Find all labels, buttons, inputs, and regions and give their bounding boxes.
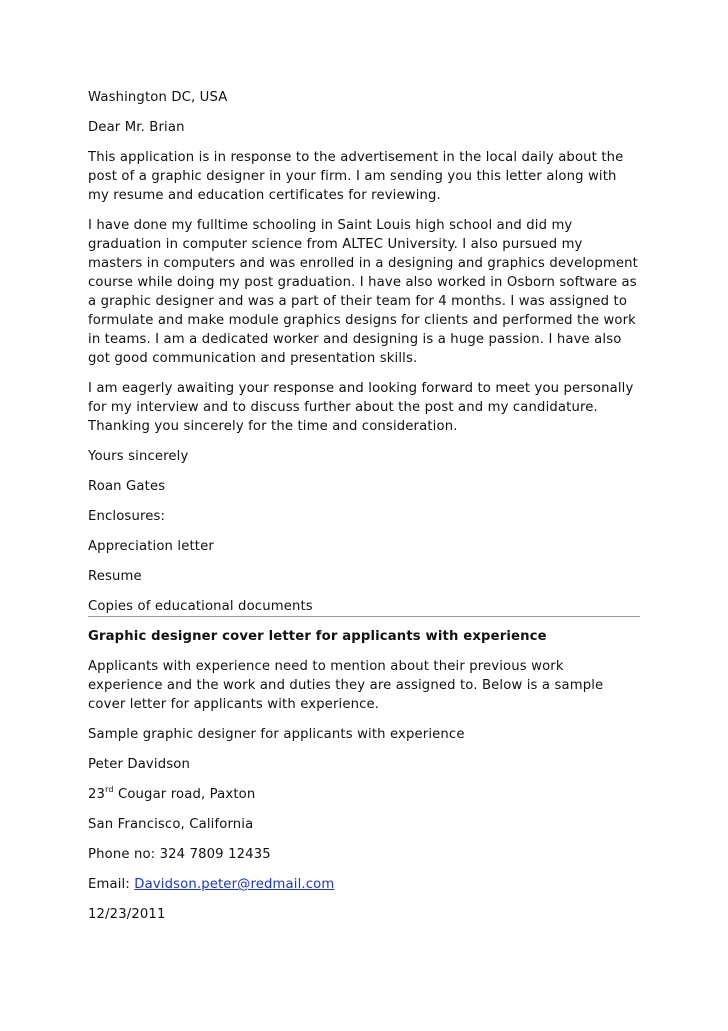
- paragraph-closing: I am eagerly awaiting your response and looking forward to meet you personally for my interview and to discuss further about the post and my candidature. Thanking you sincerely for the time and consideration.: [88, 381, 634, 434]
- address-number: 23: [88, 787, 106, 802]
- enclosure-item: Appreciation letter: [88, 539, 214, 554]
- enclosures-label: Enclosures:: [88, 509, 166, 524]
- paragraph-background: I have done my fulltime schooling in Saint Louis high school and did my graduation in computer science from ALTEC University. I also pursued my masters in computers and was enrolled in a designing and graphics development course while doing my post graduation. I have also worked in Osborn software as a graphic designer and was a part of their team for 4 months. I was assigned to formulate and make module graphics designs for clients and performed the work in teams. I am a dedicated worker and designing is a huge passion. I have also got good communication and presentation skills.: [88, 218, 638, 366]
- applicant-name: Peter Davidson: [88, 757, 190, 772]
- email-link[interactable]: Davidson.peter@redmail.com: [134, 877, 335, 892]
- paragraph-intro: This application is in response to the advertisement in the local daily about the post of a graphic designer in your firm. I am sending you this letter along with my resume and education certificates for reviewing.: [88, 150, 624, 203]
- applicant-email: [88, 875, 640, 894]
- applicant-city: San Francisco, California: [88, 817, 254, 832]
- ordinal-suffix: rd: [105, 785, 114, 794]
- applicant-phone: Phone no: 324 7809 12435: [88, 847, 271, 862]
- address-street: Cougar road, Paxton: [113, 787, 256, 802]
- email-label: Email:: [88, 877, 135, 892]
- signature-name: Roan Gates: [88, 479, 166, 494]
- salutation: Dear Mr. Brian: [88, 120, 185, 135]
- section-divider: [88, 616, 640, 617]
- complimentary-close: Yours sincerely: [88, 449, 189, 464]
- enclosure-item: Resume: [88, 569, 142, 584]
- document-page: [88, 88, 640, 935]
- sender-location: Washington DC, USA: [88, 90, 228, 105]
- sample-label: Sample graphic designer for applicants with experience: [88, 727, 465, 742]
- section-intro: Applicants with experience need to mention about their previous work experience and the work and duties they are assigned to. Below is a sample cover letter for applicants with experience.: [88, 659, 604, 712]
- applicant-address: [88, 785, 640, 804]
- letter-date: 12/23/2011: [88, 907, 166, 922]
- section-heading: Graphic designer cover letter for applicants with experience: [88, 629, 547, 644]
- enclosure-item: Copies of educational documents: [88, 599, 313, 614]
